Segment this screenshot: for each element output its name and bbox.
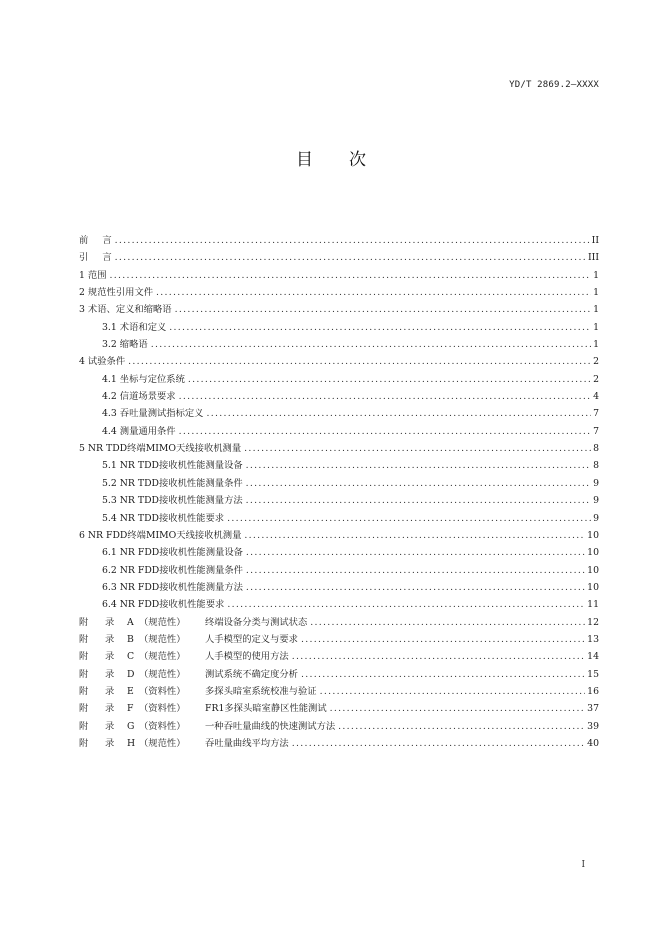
toc-entry-number: 3.1 — [102, 321, 117, 333]
toc-entry-leader-dots — [292, 648, 585, 665]
toc-entry-text: 试验条件 — [87, 356, 126, 368]
toc-entry-label — [102, 492, 243, 509]
toc-entry-page: 40 — [587, 737, 599, 749]
toc-entry-leader-dots — [244, 527, 585, 544]
toc-entry-leader-dots — [115, 232, 590, 249]
toc-entry[interactable] — [79, 631, 599, 648]
toc-entry-number: 1 — [79, 269, 85, 281]
toc-entry-number: 4.3 — [102, 408, 117, 420]
toc-entry-text: NR TDD接收机性能测量方法 — [119, 495, 243, 507]
toc-entry-page: 1 — [593, 304, 599, 316]
table-of-contents — [79, 232, 599, 752]
annex-letter: H — [127, 737, 136, 749]
annex-title: FR1多探头暗室静区性能测试 — [205, 703, 327, 715]
toc-entry-leader-dots — [330, 700, 586, 717]
toc-entry-label — [102, 544, 243, 561]
annex-word-2: 录 — [105, 616, 115, 628]
toc-entry-leader-dots — [244, 440, 591, 457]
toc-entry-page: 13 — [587, 633, 599, 645]
toc-entry-text: 范围 — [87, 269, 107, 281]
toc-entry-text: NR TDD接收机性能测量条件 — [119, 477, 243, 489]
toc-entry-number: 4.1 — [102, 373, 117, 385]
toc-entry-text: NR TDD终端MIMO天线接收机测量 — [87, 443, 242, 455]
toc-entry-number: 2 — [79, 287, 85, 299]
toc-entry-leader-dots — [179, 388, 591, 405]
toc-entry-page: 14 — [587, 651, 599, 663]
toc-entry-label — [79, 648, 289, 665]
toc-entry-number: 6.3 — [102, 581, 117, 593]
toc-entry-page: 7 — [593, 425, 599, 437]
annex-letter: B — [127, 633, 134, 645]
toc-entry[interactable] — [79, 700, 599, 717]
toc-entry-text: 测量通用条件 — [119, 425, 176, 437]
toc-entry-number: 5.3 — [102, 495, 117, 507]
annex-title: 测试系统不确定度分析 — [205, 668, 298, 680]
toc-entry-text: NR FDD终端MIMO天线接收机测量 — [87, 529, 242, 541]
toc-entry-page: III — [587, 252, 599, 264]
annex-type: （规范性） — [139, 616, 186, 628]
toc-entry-label — [102, 405, 203, 422]
toc-entry[interactable] — [79, 492, 599, 509]
annex-word-2: 录 — [105, 651, 115, 663]
toc-entry[interactable] — [79, 735, 599, 752]
toc-entry-text: 缩略语 — [119, 339, 148, 351]
toc-entry-label — [79, 232, 112, 249]
toc-entry-leader-dots — [246, 475, 591, 492]
toc-entry-number: 5.4 — [102, 512, 117, 524]
toc-entry-label — [102, 457, 243, 474]
toc-entry-label — [79, 353, 125, 370]
toc-entry-page: 10 — [587, 564, 599, 576]
toc-entry-label — [102, 475, 243, 492]
document-code-header: YD/T 2869.2—XXXX — [509, 80, 599, 90]
toc-entry-char-1: 前 — [79, 235, 89, 246]
page-number: I — [581, 860, 585, 870]
toc-entry-leader-dots — [227, 596, 585, 613]
toc-entry[interactable] — [79, 666, 599, 683]
toc-entry-page: 12 — [587, 616, 599, 628]
toc-entry[interactable] — [79, 596, 599, 613]
toc-entry[interactable] — [79, 648, 599, 665]
toc-entry-page: 16 — [587, 685, 599, 697]
toc-entry-number: 6 — [79, 529, 85, 541]
annex-word-1: 附 — [79, 720, 89, 732]
toc-entry-page: 10 — [587, 547, 599, 559]
toc-entry[interactable] — [79, 683, 599, 700]
annex-type: （规范性） — [139, 633, 186, 645]
toc-entry-page: 1 — [593, 269, 599, 281]
toc-entry-text: 吞吐量测试指标定义 — [119, 408, 204, 420]
toc-entry-number: 3.2 — [102, 339, 117, 351]
toc-entry-number: 6.4 — [102, 599, 117, 611]
toc-entry-text: NR FDD接收机性能测量条件 — [119, 564, 243, 576]
toc-entry-leader-dots — [301, 631, 585, 648]
title-char-1: 目 — [296, 150, 313, 170]
toc-entry-label — [102, 423, 176, 440]
toc-entry-page: 1 — [593, 339, 599, 351]
toc-entry-number: 3 — [79, 304, 85, 316]
annex-type: （资料性） — [139, 720, 186, 732]
annex-word-1: 附 — [79, 668, 89, 680]
toc-entry-leader-dots — [175, 301, 591, 318]
toc-entry-text: NR TDD接收机性能测量设备 — [119, 460, 243, 472]
toc-entry[interactable] — [79, 319, 599, 336]
toc-entry[interactable] — [79, 510, 599, 527]
toc-entry-label — [102, 510, 224, 527]
toc-entry-label — [79, 614, 307, 631]
annex-word-2: 录 — [105, 737, 115, 749]
toc-entry-page: 1 — [593, 321, 599, 333]
toc-entry-page: 9 — [593, 477, 599, 489]
toc-entry[interactable] — [79, 579, 599, 596]
toc-entry-number: 4 — [79, 356, 85, 368]
annex-title: 吞吐量曲线平均方法 — [205, 737, 289, 749]
annex-word-1: 附 — [79, 685, 89, 697]
toc-entry[interactable] — [79, 718, 599, 735]
annex-word-2: 录 — [105, 720, 115, 732]
annex-word-1: 附 — [79, 703, 89, 715]
toc-entry-label — [102, 371, 185, 388]
toc-entry[interactable] — [79, 249, 599, 266]
toc-entry[interactable] — [79, 284, 599, 301]
toc-entry-text: NR TDD接收机性能要求 — [119, 512, 225, 524]
toc-entry-char-2: 言 — [102, 252, 112, 264]
annex-word-1: 附 — [79, 633, 89, 645]
toc-entry[interactable] — [79, 423, 599, 440]
toc-entry-page: II — [591, 235, 599, 246]
toc-entry-label — [79, 440, 241, 457]
toc-entry-number: 6.2 — [102, 564, 117, 576]
toc-entry-leader-dots — [246, 579, 585, 596]
toc-entry-char-1: 引 — [79, 252, 89, 264]
toc-entry-number: 4.4 — [102, 425, 117, 437]
annex-letter: E — [127, 685, 134, 697]
toc-entry[interactable] — [79, 405, 599, 422]
annex-word-2: 录 — [105, 685, 115, 697]
toc-entry-label — [102, 319, 166, 336]
annex-title: 人手模型的使用方法 — [205, 651, 289, 663]
toc-entry-label — [79, 249, 112, 266]
annex-letter: F — [127, 703, 134, 715]
toc-entry-label — [102, 388, 176, 405]
toc-entry-number: 5 — [79, 443, 85, 455]
toc-entry[interactable] — [79, 527, 599, 544]
toc-entry-leader-dots — [156, 284, 591, 301]
toc-entry-label — [102, 596, 224, 613]
toc-entry[interactable] — [79, 562, 599, 579]
toc-entry-leader-dots — [115, 249, 586, 266]
toc-entry-number: 6.1 — [102, 547, 117, 559]
annex-letter: G — [127, 720, 135, 732]
toc-entry-leader-dots — [151, 336, 591, 353]
toc-entry-page: 15 — [587, 668, 599, 680]
toc-entry-text: NR FDD接收机性能要求 — [119, 599, 225, 611]
toc-entry[interactable] — [79, 388, 599, 405]
annex-type: （资料性） — [139, 703, 186, 715]
toc-entry[interactable] — [79, 544, 599, 561]
toc-entry-text: 术语和定义 — [119, 321, 167, 333]
toc-entry-label — [79, 700, 327, 717]
annex-type: （资料性） — [139, 685, 186, 697]
annex-word-1: 附 — [79, 616, 89, 628]
toc-entry-text: NR FDD接收机性能测量方法 — [119, 581, 243, 593]
toc-entry[interactable] — [79, 353, 599, 370]
toc-entry-leader-dots — [310, 614, 585, 631]
annex-title: 一种吞吐量曲线的快速测试方法 — [205, 720, 336, 732]
annex-type: （规范性） — [139, 651, 186, 663]
toc-entry[interactable] — [79, 440, 599, 457]
toc-entry-leader-dots — [246, 492, 591, 509]
toc-entry[interactable] — [79, 614, 599, 631]
toc-entry-page: 39 — [587, 720, 599, 732]
annex-letter: D — [127, 668, 135, 680]
annex-letter: C — [127, 651, 135, 663]
toc-entry-leader-dots — [246, 457, 591, 474]
toc-entry-leader-dots — [179, 423, 591, 440]
toc-entry-leader-dots — [206, 405, 591, 422]
toc-entry-page: 8 — [593, 443, 599, 455]
toc-entry-page: 9 — [593, 495, 599, 507]
toc-entry-leader-dots — [128, 353, 591, 370]
annex-word-2: 录 — [105, 633, 115, 645]
toc-entry-page: 2 — [593, 356, 599, 368]
toc-entry-label — [102, 562, 243, 579]
toc-entry-leader-dots — [246, 562, 585, 579]
toc-entry[interactable] — [79, 457, 599, 474]
annex-word-2: 录 — [105, 703, 115, 715]
toc-entry-label — [79, 301, 172, 318]
toc-entry-label — [79, 267, 107, 284]
toc-entry-char-2: 言 — [102, 235, 112, 246]
toc-entry-page: 10 — [587, 581, 599, 593]
page-title — [0, 145, 662, 170]
toc-entry[interactable] — [79, 371, 599, 388]
toc-entry-leader-dots — [320, 683, 586, 700]
toc-entry-label — [102, 579, 243, 596]
toc-entry-leader-dots — [338, 718, 585, 735]
toc-entry[interactable] — [79, 336, 599, 353]
toc-entry-label — [79, 527, 241, 544]
annex-type: （规范性） — [139, 737, 186, 749]
toc-entry-leader-dots — [301, 666, 585, 683]
annex-title: 多探头暗室系统校准与验证 — [205, 685, 317, 697]
annex-type: （规范性） — [139, 668, 186, 680]
toc-entry-label — [79, 284, 153, 301]
toc-entry-leader-dots — [110, 267, 592, 284]
toc-entry-leader-dots — [246, 544, 585, 561]
toc-entry-number: 5.1 — [102, 460, 117, 472]
toc-entry-page: 10 — [587, 529, 599, 541]
title-char-2: 次 — [349, 150, 366, 170]
toc-entry[interactable] — [79, 267, 599, 284]
toc-entry-label — [79, 666, 298, 683]
toc-entry-label — [79, 718, 335, 735]
toc-entry-page: 1 — [593, 287, 599, 299]
toc-entry-page: 2 — [593, 373, 599, 385]
toc-entry-text: 信道场景要求 — [119, 391, 176, 403]
toc-entry-text: 术语、定义和缩略语 — [87, 304, 172, 316]
toc-entry-leader-dots — [188, 371, 591, 388]
toc-entry[interactable] — [79, 301, 599, 318]
toc-entry-label — [79, 631, 298, 648]
toc-entry-page: 4 — [593, 391, 599, 403]
toc-entry[interactable] — [79, 475, 599, 492]
toc-entry-label — [102, 336, 148, 353]
toc-entry-number: 4.2 — [102, 391, 117, 403]
toc-entry-page: 8 — [593, 460, 599, 472]
annex-letter: A — [127, 616, 134, 628]
toc-entry-page: 37 — [587, 703, 599, 715]
toc-entry-page: 9 — [593, 512, 599, 524]
annex-title: 人手模型的定义与要求 — [205, 633, 298, 645]
toc-entry-text: 规范性引用文件 — [87, 287, 154, 299]
toc-entry-text: NR FDD接收机性能测量设备 — [119, 547, 243, 559]
toc-entry-page: 11 — [587, 599, 599, 611]
annex-title: 终端设备分类与测试状态 — [205, 616, 308, 628]
toc-entry-leader-dots — [292, 735, 585, 752]
toc-entry-label — [79, 735, 289, 752]
toc-entry[interactable] — [79, 232, 599, 249]
toc-entry-page: 7 — [593, 408, 599, 420]
annex-word-2: 录 — [105, 668, 115, 680]
toc-entry-text: 坐标与定位系统 — [119, 373, 185, 385]
annex-word-1: 附 — [79, 651, 89, 663]
toc-entry-number: 5.2 — [102, 477, 117, 489]
toc-entry-leader-dots — [227, 510, 591, 527]
toc-entry-leader-dots — [169, 319, 591, 336]
toc-entry-label — [79, 683, 317, 700]
annex-word-1: 附 — [79, 737, 89, 749]
